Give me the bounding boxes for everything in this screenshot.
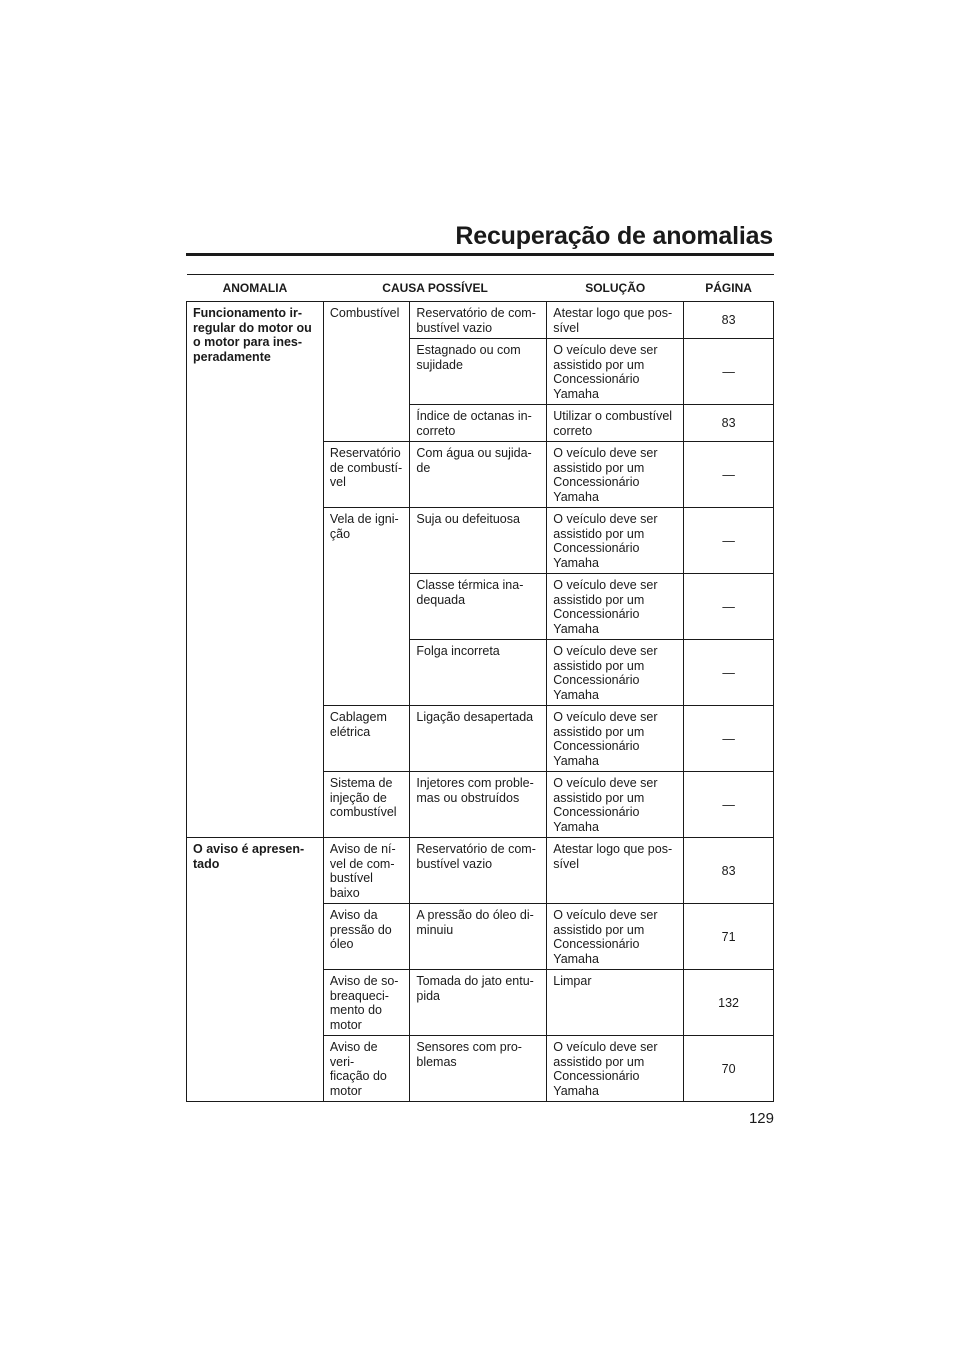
detail-cell: Sensores com pro- blemas: [410, 1036, 547, 1102]
page-number: 129: [748, 1110, 774, 1127]
anomaly-cell: Funcionamento ir- regular do motor ou o motor para ines- peradamente: [187, 302, 324, 838]
detail-cell: Ligação desapertada: [410, 706, 547, 772]
solution-cell: O veículo deve ser assistido por um Concessionário Yamaha: [547, 772, 684, 838]
header-solution: SOLUÇÃO: [547, 275, 684, 302]
page-ref-cell: —: [684, 574, 774, 640]
page-ref-cell: —: [684, 339, 774, 405]
detail-cell: Com água ou sujida- de: [410, 442, 547, 508]
page-ref-cell: 83: [684, 405, 774, 442]
cause-cell: Aviso de veri- ficação do motor: [323, 1036, 410, 1102]
detail-cell: Reservatório de com- bustível vazio: [410, 302, 547, 339]
solution-cell: O veículo deve ser assistido por um Concessionário Yamaha: [547, 640, 684, 706]
page-ref-cell: 71: [684, 904, 774, 970]
page-ref-cell: —: [684, 508, 774, 574]
page-ref-cell: —: [684, 706, 774, 772]
detail-cell: Tomada do jato entu- pida: [410, 970, 547, 1036]
table-header-row: [187, 275, 774, 302]
cause-cell: Combustível: [323, 302, 410, 442]
table-row: [187, 302, 774, 339]
page-ref-cell: —: [684, 640, 774, 706]
detail-cell: A pressão do óleo di- minuiu: [410, 904, 547, 970]
page-ref-cell: 83: [684, 838, 774, 904]
page-title: Recuperação de anomalias: [455, 222, 773, 250]
header-page: PÁGINA: [684, 275, 774, 302]
cause-cell: Aviso de ní- vel de com- bustível baixo: [323, 838, 410, 904]
solution-cell: O veículo deve ser assistido por um Concessionário Yamaha: [547, 508, 684, 574]
detail-cell: Classe térmica ina- dequada: [410, 574, 547, 640]
cause-cell: Aviso de so- breaqueci- mento do motor: [323, 970, 410, 1036]
detail-cell: Índice de octanas in- correto: [410, 405, 547, 442]
solution-cell: O veículo deve ser assistido por um Concessionário Yamaha: [547, 442, 684, 508]
solution-cell: Limpar: [547, 970, 684, 1036]
page-ref-cell: 132: [684, 970, 774, 1036]
cause-cell: Aviso da pressão do óleo: [323, 904, 410, 970]
troubleshooting-table: [186, 274, 774, 1102]
header-anomaly: ANOMALIA: [187, 275, 324, 302]
detail-cell: Folga incorreta: [410, 640, 547, 706]
cause-cell: Sistema de injeção de combustível: [323, 772, 410, 838]
detail-cell: Reservatório de com- bustível vazio: [410, 838, 547, 904]
cause-cell: Vela de igni- ção: [323, 508, 410, 706]
detail-cell: Suja ou defeituosa: [410, 508, 547, 574]
detail-cell: Injetores com proble- mas ou obstruídos: [410, 772, 547, 838]
solution-cell: O veículo deve ser assistido por um Concessionário Yamaha: [547, 339, 684, 405]
header-cause: CAUSA POSSÍVEL: [323, 275, 546, 302]
page-ref-cell: 70: [684, 1036, 774, 1102]
solution-cell: Atestar logo que pos- sível: [547, 302, 684, 339]
solution-cell: Utilizar o combustível correto: [547, 405, 684, 442]
title-rule: [186, 253, 774, 256]
anomaly-cell: O aviso é apresen- tado: [187, 838, 324, 1102]
solution-cell: Atestar logo que pos- sível: [547, 838, 684, 904]
page-ref-cell: —: [684, 442, 774, 508]
solution-cell: O veículo deve ser assistido por um Concessionário Yamaha: [547, 1036, 684, 1102]
cause-cell: Cablagem elétrica: [323, 706, 410, 772]
cause-cell: Reservatório de combustí- vel: [323, 442, 410, 508]
solution-cell: O veículo deve ser assistido por um Concessionário Yamaha: [547, 706, 684, 772]
page-ref-cell: —: [684, 772, 774, 838]
solution-cell: O veículo deve ser assistido por um Concessionário Yamaha: [547, 574, 684, 640]
page-ref-cell: 83: [684, 302, 774, 339]
table-row: [187, 838, 774, 904]
detail-cell: Estagnado ou com sujidade: [410, 339, 547, 405]
solution-cell: O veículo deve ser assistido por um Concessionário Yamaha: [547, 904, 684, 970]
